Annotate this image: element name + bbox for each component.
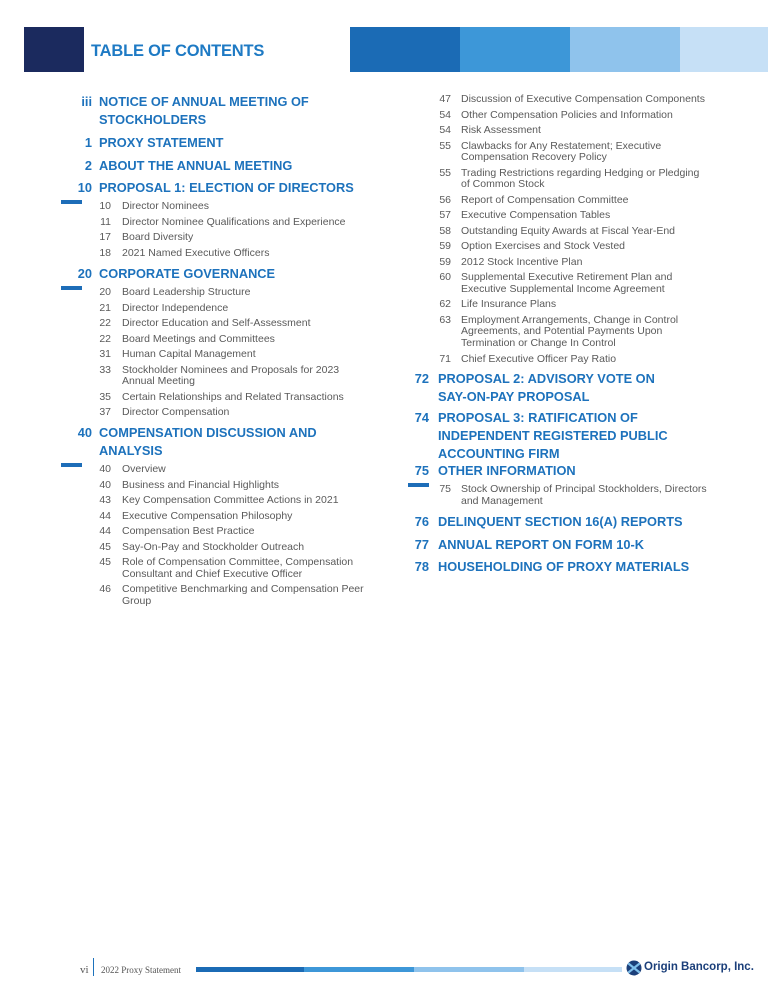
section-page-number: 75 <box>414 463 429 478</box>
item-title-line: Compensation Best Practice <box>122 525 255 537</box>
item-page-number: 44 <box>99 509 111 522</box>
item-page-number: 31 <box>99 348 111 360</box>
section-title-line: HOUSEHOLDING OF PROXY MATERIALS <box>438 559 690 574</box>
item-page-number: 55 <box>439 166 451 179</box>
item-page-number: 75 <box>439 483 451 495</box>
footer-doc-title: 2022 Proxy Statement <box>101 965 181 975</box>
section-page-number: 77 <box>414 537 429 552</box>
item-page-number: 35 <box>99 390 111 403</box>
item-title-line: of Common Stock <box>461 178 545 191</box>
item-title-line: Director Nominee Qualifications and Experience <box>122 215 346 228</box>
item-page-number: 21 <box>99 301 111 314</box>
header-band-light <box>570 27 680 72</box>
item-page-number: 54 <box>439 124 451 136</box>
item-title <box>122 495 339 507</box>
item-title-line: Stockholder Nominees and Proposals for 2023 <box>122 363 340 376</box>
item-title-line: Group <box>122 594 152 607</box>
item-page-number: 59 <box>439 255 451 268</box>
item-title <box>122 392 344 404</box>
item-title-line: Termination or Change In Control <box>461 336 616 349</box>
section-title <box>438 558 689 576</box>
footer-page-number: vi <box>80 964 89 976</box>
item-page-number: 58 <box>439 224 451 237</box>
footer-bar-2 <box>304 967 414 972</box>
item-page-number: 60 <box>439 271 451 284</box>
section-title-line: PROPOSAL 3: RATIFICATION OF <box>438 410 638 425</box>
item-title-line: Certain Relationships and Related Transactions <box>122 390 344 403</box>
section-title-line: PROPOSAL 1: ELECTION OF DIRECTORS <box>99 180 354 195</box>
item-title-line: Overview <box>122 463 166 475</box>
item-page-number: 56 <box>439 193 451 206</box>
item-title-line: Discussion of Executive Compensation Components <box>461 93 705 105</box>
item-title-line: Human Capital Management <box>122 348 256 360</box>
item-title <box>461 210 610 222</box>
item-title-line: Role of Compensation Committee, Compensation <box>122 556 354 568</box>
item-page-number: 10 <box>99 200 111 212</box>
item-title-line: Director Compensation <box>122 406 230 419</box>
item-page-number: 71 <box>439 352 451 365</box>
item-page-number: 46 <box>99 583 111 596</box>
item-title-line: Employment Arrangements, Change in Control <box>461 313 679 326</box>
item-title-line: Trading Restrictions regarding Hedging or Pledging <box>461 166 700 179</box>
item-title <box>122 334 275 346</box>
item-title-line: Consultant and Chief Executive Officer <box>122 567 303 580</box>
item-title-line: and Management <box>461 494 543 507</box>
footer-separator <box>93 958 94 976</box>
item-title-line: Option Exercises and Stock Vested <box>461 240 626 253</box>
item-title-line: Board Diversity <box>122 231 194 243</box>
section-title-line: SAY-ON-PAY PROPOSAL <box>438 389 590 404</box>
section-page-number: iii <box>81 94 92 109</box>
item-title-line: Competitive Benchmarking and Compensation Peer <box>122 583 364 596</box>
item-title <box>461 354 616 366</box>
item-page-number: 40 <box>99 463 111 475</box>
item-title-line: Director Nominees <box>122 200 209 212</box>
item-title <box>461 195 629 207</box>
origin-logo-icon <box>626 960 642 976</box>
section-title-line: STOCKHOLDERS <box>99 112 207 127</box>
item-title-line: Executive Supplemental Income Agreement <box>461 282 665 295</box>
item-page-number: 11 <box>100 215 111 228</box>
item-title <box>122 584 364 607</box>
section-title-line: ABOUT THE ANNUAL MEETING <box>99 158 293 173</box>
section-page-number: 72 <box>414 371 429 386</box>
item-title-line: 2021 Named Executive Officers <box>122 246 270 259</box>
item-page-number: 22 <box>99 332 111 345</box>
item-title-line: Key Compensation Committee Actions in 2021 <box>122 494 339 506</box>
item-title-line: Business and Financial Highlights <box>122 478 280 491</box>
header-band-mid <box>460 27 570 72</box>
item-title <box>461 257 582 269</box>
header-band-pale <box>680 27 768 72</box>
item-page-number: 45 <box>99 556 111 568</box>
section-title-line: DELINQUENT SECTION 16(A) REPORTS <box>438 514 683 529</box>
item-title <box>461 168 699 191</box>
item-title-line: Annual Meeting <box>122 375 195 388</box>
section-title-line: ANALYSIS <box>99 443 163 458</box>
section-page-number: 78 <box>414 559 429 574</box>
item-page-number: 62 <box>439 298 451 311</box>
section-title-line: ANNUAL REPORT ON FORM 10-K <box>438 537 644 552</box>
section-title <box>438 462 576 480</box>
item-title-line: Executive Compensation Tables <box>461 209 611 222</box>
item-title-line: Say-On-Pay and Stockholder Outreach <box>122 540 305 553</box>
item-title <box>122 287 250 299</box>
section-page-number: 74 <box>414 410 429 425</box>
item-title <box>461 484 707 507</box>
section-title-line: PROPOSAL 2: ADVISORY VOTE ON <box>438 371 655 386</box>
item-title <box>461 241 625 253</box>
item-title <box>461 94 705 106</box>
item-title <box>461 110 673 122</box>
section-title <box>438 409 668 463</box>
item-page-number: 40 <box>99 478 111 491</box>
section-title-line: NOTICE OF ANNUAL MEETING OF <box>99 94 309 109</box>
section-title <box>438 536 644 554</box>
item-title-line: Agreements, and Potential Payments Upon <box>461 325 663 338</box>
item-page-number: 33 <box>99 363 111 376</box>
header-band-blue <box>350 27 460 72</box>
item-page-number: 20 <box>99 286 111 298</box>
footer-bar-3 <box>414 967 524 972</box>
item-title-line: Clawbacks for Any Restatement; Executive <box>461 139 662 152</box>
item-title-line: Risk Assessment <box>461 124 541 136</box>
item-title <box>461 125 541 137</box>
item-title-line: Stock Ownership of Principal Stockholders, Directors <box>461 483 707 495</box>
company-name: Origin Bancorp, Inc. <box>644 961 754 973</box>
item-title-line: Board Meetings and Committees <box>122 332 275 345</box>
item-title-line: Outstanding Equity Awards at Fiscal Year-End <box>461 224 676 237</box>
item-title <box>461 141 661 164</box>
item-title-line: Life Insurance Plans <box>461 298 557 311</box>
item-page-number: 44 <box>99 525 111 537</box>
item-title <box>461 299 556 311</box>
item-page-number: 43 <box>99 494 111 506</box>
item-page-number: 18 <box>99 246 111 259</box>
item-page-number: 37 <box>99 406 111 419</box>
item-title <box>461 272 672 295</box>
item-page-number: 47 <box>439 93 451 105</box>
item-title-line: Board Leadership Structure <box>122 286 251 298</box>
section-title <box>438 370 655 406</box>
section-title-line: PROXY STATEMENT <box>99 135 224 150</box>
item-title-line: 2012 Stock Incentive Plan <box>461 255 583 268</box>
item-page-number: 22 <box>99 317 111 329</box>
section-title <box>99 424 317 460</box>
section-page-number: 1 <box>84 135 92 150</box>
item-title-line: Executive Compensation Philosophy <box>122 509 293 522</box>
section-title <box>438 513 683 531</box>
section-title-line: COMPENSATION DISCUSSION AND <box>99 425 317 440</box>
item-title-line: Director Education and Self-Assessment <box>122 317 311 329</box>
item-title <box>461 226 675 238</box>
item-page-number: 63 <box>439 313 451 326</box>
section-title-line: ACCOUNTING FIRM <box>438 446 560 461</box>
item-title-line: Other Compensation Policies and Information <box>461 108 673 121</box>
page-title: TABLE OF CONTENTS <box>91 42 265 60</box>
footer-bar-4 <box>524 967 622 972</box>
item-page-number: 17 <box>99 231 111 243</box>
section-title-line: INDEPENDENT REGISTERED PUBLIC <box>438 428 668 443</box>
item-page-number: 45 <box>99 540 111 553</box>
footer-bar-1 <box>196 967 304 972</box>
header-band-navy <box>24 27 84 72</box>
item-title-line: Supplemental Executive Retirement Plan and <box>461 271 673 284</box>
section-page-number: 76 <box>414 514 429 529</box>
item-title <box>461 315 678 350</box>
item-title-line: Compensation Recovery Policy <box>461 151 607 164</box>
section-page-number: 40 <box>77 425 92 440</box>
item-title-line: Director Independence <box>122 301 229 314</box>
section-page-number: 20 <box>77 266 92 281</box>
section-title-line: OTHER INFORMATION <box>438 463 576 478</box>
item-title-line: Chief Executive Officer Pay Ratio <box>461 352 617 365</box>
item-title-line: Report of Compensation Committee <box>461 193 629 206</box>
item-page-number: 55 <box>439 139 451 152</box>
section-title-line: CORPORATE GOVERNANCE <box>99 266 276 281</box>
section-page-number: 10 <box>77 180 92 195</box>
item-page-number: 59 <box>439 240 451 253</box>
item-page-number: 54 <box>439 108 451 121</box>
section-page-number: 2 <box>84 158 92 173</box>
item-page-number: 57 <box>439 209 451 222</box>
